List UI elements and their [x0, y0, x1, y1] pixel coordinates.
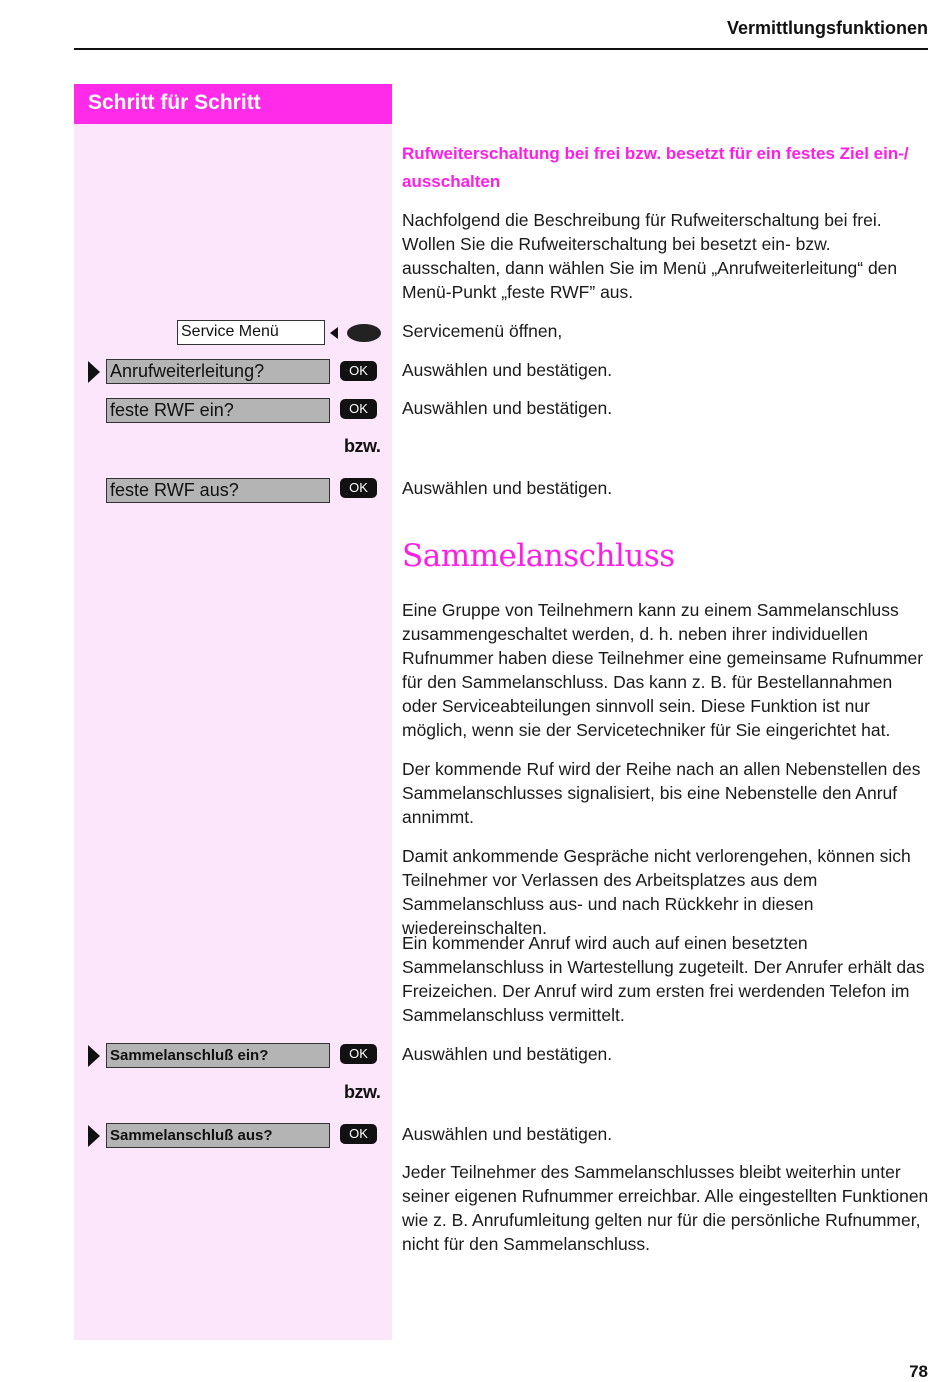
ok-key-icon: OK	[340, 478, 377, 498]
step-text: Auswählen und bestätigen.	[402, 478, 613, 498]
running-header: Vermittlungsfunktionen	[726, 18, 928, 38]
display-feste-rwf-ein: feste RWF ein?	[106, 398, 330, 423]
step-text: Auswählen und bestätigen.	[402, 1044, 613, 1064]
section-subheading: Rufweiterschaltung bei frei bzw. besetzt für ein festes Ziel ein-/ ausschalten	[402, 144, 909, 191]
step-sidebar	[74, 84, 392, 1340]
paragraph: Damit ankommende Gespräche nicht verlorengehen, können sich Teilnehmer vor Verlassen des Arbeitsplatzes aus dem Sammelanschluss aus- und nach Rückkehr in diesen wiedereinschalten.	[402, 846, 911, 938]
step-text: Auswählen und bestätigen.	[402, 398, 613, 418]
step-text-servicemenu: Servicemenü öffnen,	[402, 321, 563, 341]
ok-key-icon: OK	[340, 1124, 377, 1144]
page-number: 78	[909, 1362, 928, 1381]
selection-arrow-icon	[88, 361, 100, 383]
intro-paragraph: Nachfolgend die Beschreibung für Rufweiterschaltung bei frei. Wollen Sie die Rufweiterschaltung bei besetzt ein- bzw. ausschalten, dann wählen Sie im Menü „Anrufweiterleitung“ den Menü-Punkt „feste RWF” aus.	[402, 210, 898, 302]
section-title: Sammelanschluss	[402, 538, 675, 574]
navigation-key-left-icon	[330, 323, 382, 343]
paragraph: Ein kommender Anruf wird auch auf einen besetzten Sammelanschluss in Wartestellung zugeteilt. Der Anrufer erhält das Freizeichen. Der Anruf wird zum ersten frei werdenden Telefon im Sammelanschluss vermittelt.	[402, 933, 925, 1025]
step-text: Auswählen und bestätigen.	[402, 360, 613, 380]
header-rule	[74, 48, 928, 50]
display-anrufweiterleitung: Anrufweiterleitung?	[106, 359, 330, 384]
paragraph: Jeder Teilnehmer des Sammelanschlusses bleibt weiterhin unter seiner eigenen Rufnummer erreichbar. Alle eingestellten Funktionen wie z. B. Anrufumleitung gelten nur für die persönliche Rufnummer, nicht für den Sammelanschluss.	[402, 1162, 929, 1254]
bzw-label: bzw.	[344, 436, 381, 456]
ok-key-icon: OK	[340, 399, 377, 419]
selection-arrow-icon	[88, 1125, 100, 1147]
paragraph: Eine Gruppe von Teilnehmern kann zu einem Sammelanschluss zusammengeschaltet werden, d. h. neben ihrer individuellen Rufnummer haben diese Teilnehmer eine gemeinsame Rufnummer für den Sammelanschluss. Das kann z. B. für Bestellannahmen oder Serviceabteilungen sinnvoll sein. Diese Funktion ist nur möglich, wenn sie der Servicetechniker für Sie eingerichtet hat.	[402, 600, 924, 740]
display-sammelanschluss-aus: Sammelanschluß aus?	[106, 1123, 330, 1148]
bzw-label: bzw.	[344, 1082, 381, 1102]
selection-arrow-icon	[88, 1045, 100, 1067]
sidebar-heading: Schritt für Schritt	[74, 84, 392, 124]
service-menu-display: Service Menü	[177, 320, 325, 345]
ok-key-icon: OK	[340, 361, 377, 381]
display-sammelanschluss-ein: Sammelanschluß ein?	[106, 1043, 330, 1068]
step-text: Auswählen und bestätigen.	[402, 1124, 613, 1144]
display-feste-rwf-aus: feste RWF aus?	[106, 478, 330, 503]
ok-key-icon: OK	[340, 1044, 377, 1064]
paragraph: Der kommende Ruf wird der Reihe nach an allen Nebenstellen des Sammelanschlusses signalisiert, bis eine Nebenstelle den Anruf annimmt.	[402, 759, 921, 827]
